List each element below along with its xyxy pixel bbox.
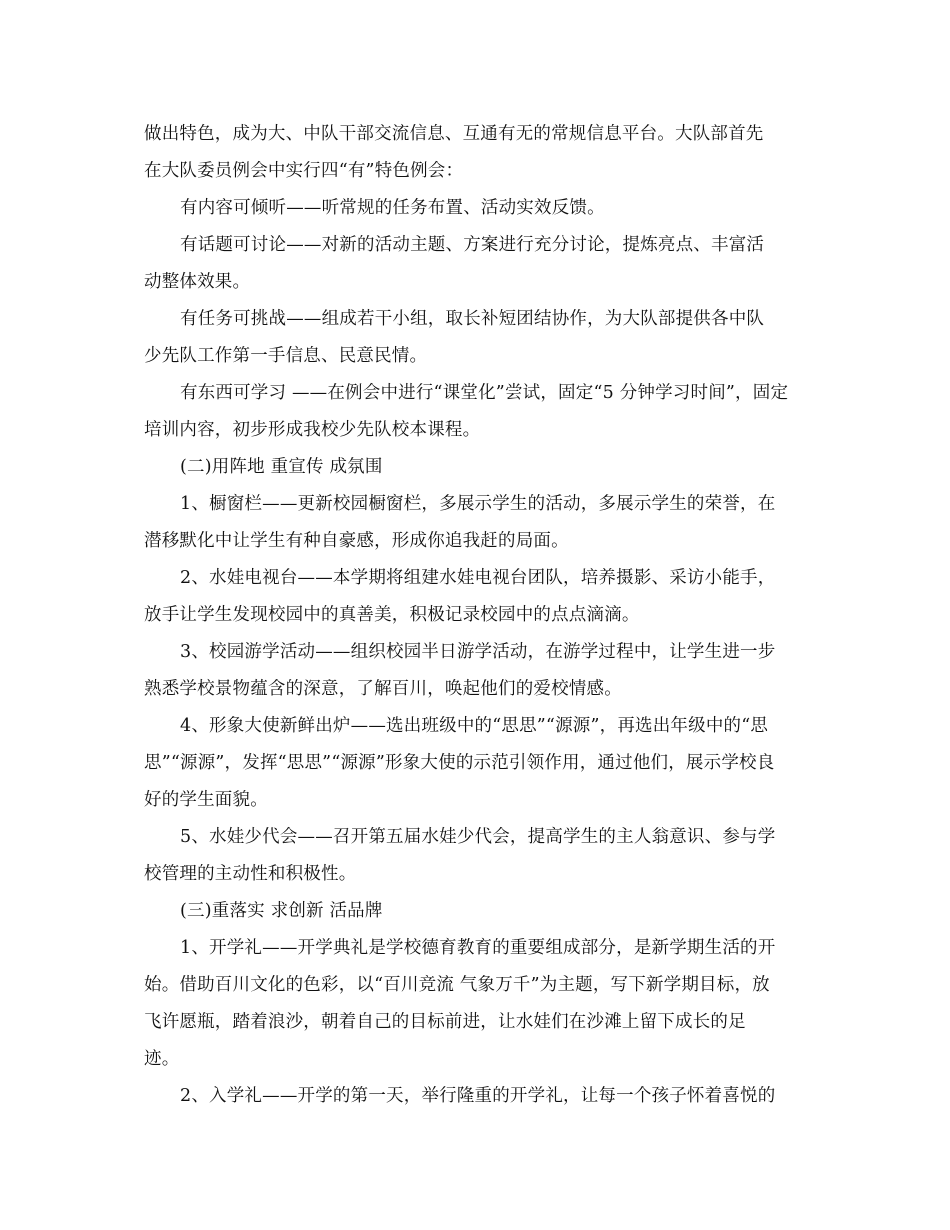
text-line: 4、形象大使新鲜出炉——选出班级中的“思思”“源源”，再选出年级中的“思 xyxy=(180,716,769,736)
section-heading: (二)用阵地 重宣传 成氛围 xyxy=(180,457,383,477)
text-line: 思”“源源”，发挥“思思”“源源”形象大使的示范引领作用，通过他们，展示学校良 xyxy=(144,753,775,773)
text-line: 有任务可挑战——组成若干小组，取长补短团结协作，为大队部提供各中队 xyxy=(180,309,765,329)
text-line: 5、水娃少代会——召开第五届水娃少代会，提高学生的主人翁意识、参与学 xyxy=(180,827,776,847)
text-line: 在大队委员例会中实行四“有”特色例会： xyxy=(144,161,464,181)
text-line: 飞许愿瓶，踏着浪沙，朝着自己的目标前进，让水娃们在沙滩上留下成长的足 xyxy=(144,1012,746,1032)
text-line: 有东西可学习 ——在例会中进行“课堂化”尝试，固定“5 分钟学习时间”，固定 xyxy=(180,383,789,403)
text-line: 有话题可讨论——对新的活动主题、方案进行充分讨论，提炼亮点、丰富活 xyxy=(180,235,765,255)
text-line: 3、校园游学活动——组织校园半日游学活动，在游学过程中，让学生进一步 xyxy=(180,642,776,662)
text-line: 1、开学礼——开学典礼是学校德育教育的重要组成部分，是新学期生活的开 xyxy=(180,938,776,958)
text-line: 2、入学礼——开学的第一天，举行隆重的开学礼，让每一个孩子怀着喜悦的 xyxy=(180,1086,776,1106)
text-line: 做出特色，成为大、中队干部交流信息、互通有无的常规信息平台。大队部首先 xyxy=(144,124,764,144)
text-line: 2、水娃电视台——本学期将组建水娃电视台团队，培养摄影、采访小能手， xyxy=(180,568,776,588)
text-line: 培训内容，初步形成我校少先队校本课程。 xyxy=(144,420,481,440)
text-line: 少先队工作第一手信息、民意民情。 xyxy=(144,346,428,366)
text-line: 好的学生面貌。 xyxy=(144,790,268,810)
text-line: 始。借助百川文化的色彩，以“百川竞流 气象万千”为主题，写下新学期目标，放 xyxy=(144,975,770,995)
text-line: 迹。 xyxy=(144,1049,180,1069)
text-line: 潜移默化中让学生有种自豪感，形成你追我赶的局面。 xyxy=(144,531,569,551)
text-line: 1、橱窗栏——更新校园橱窗栏，多展示学生的活动，多展示学生的荣誉，在 xyxy=(180,494,776,514)
text-line: 放手让学生发现校园中的真善美，积极记录校园中的点点滴滴。 xyxy=(144,605,640,625)
section-heading: (三)重落实 求创新 活品牌 xyxy=(180,901,383,921)
text-line: 校管理的主动性和积极性。 xyxy=(144,864,357,884)
text-line: 熟悉学校景物蕴含的深意，了解百川，唤起他们的爱校情感。 xyxy=(144,679,622,699)
document-body xyxy=(144,116,809,1115)
text-line: 有内容可倾听——听常规的任务布置、活动实效反馈。 xyxy=(180,198,605,218)
text-line: 动整体效果。 xyxy=(144,272,251,292)
